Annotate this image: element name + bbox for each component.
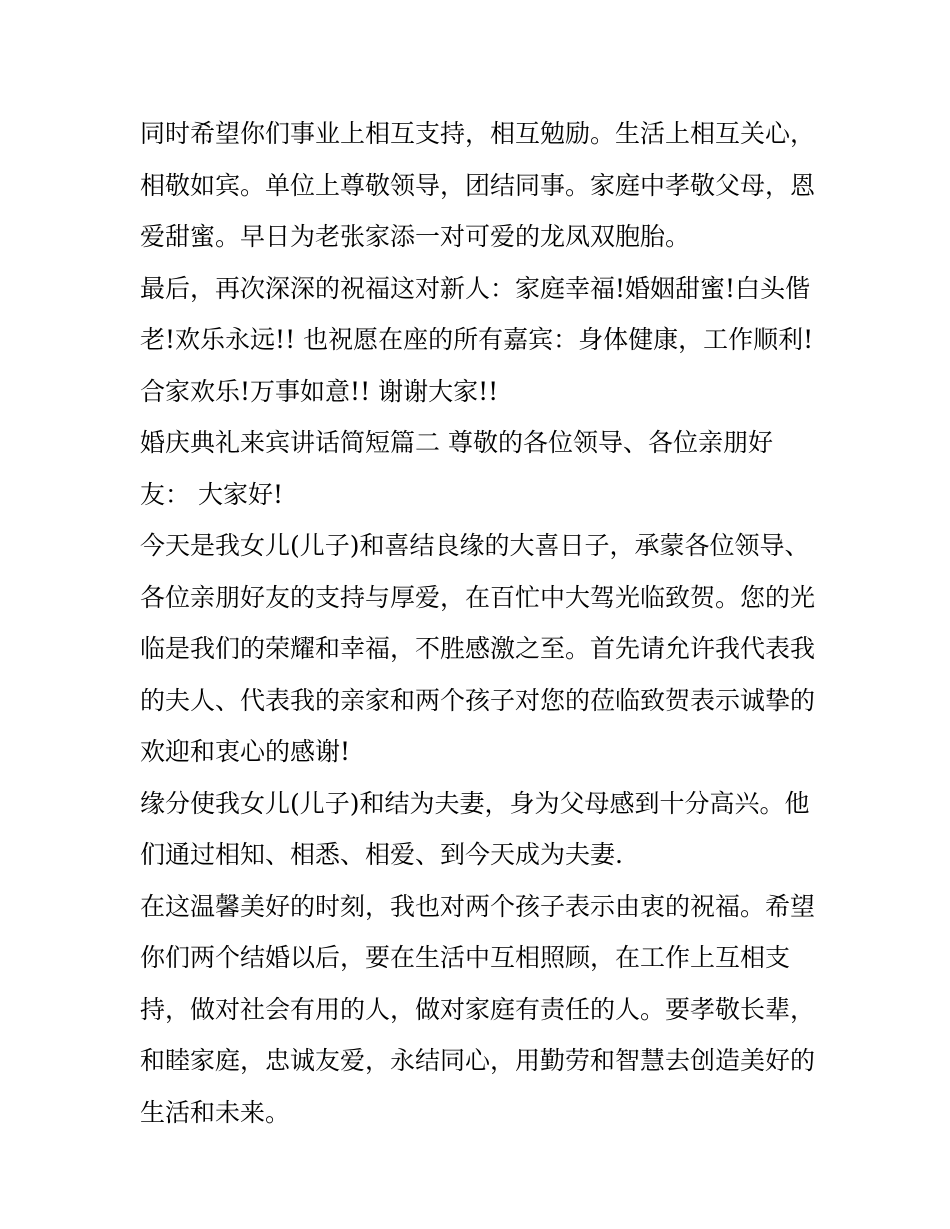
section-heading-line: 婚庆典礼来宾讲话简短篇二 尊敬的各位领导、各位亲朋好 bbox=[140, 428, 773, 457]
text-line: 生活和未来。 bbox=[140, 1097, 291, 1127]
text-line: 在这温馨美好的时刻，我也对两个孩子表示由衷的祝福。希望 bbox=[140, 891, 816, 921]
text-line: 的夫人、代表我的亲家和两个孩子对您的莅临致贺表示诚挚的 bbox=[140, 685, 816, 715]
text-line: 今天是我女儿(儿子)和喜结良缘的大喜日子，承蒙各位领导、 bbox=[140, 531, 810, 560]
greeting-line: 友： 大家好! bbox=[140, 479, 283, 509]
text-line: 欢迎和衷心的感谢! bbox=[140, 737, 351, 766]
text-line: 们通过相知、相悉、相爱、到今天成为夫妻. bbox=[140, 840, 623, 869]
text-line: 持，做对社会有用的人，做对家庭有责任的人。要孝敬长辈， bbox=[140, 994, 816, 1024]
text-line: 合家欢乐!万事如意!! 谢谢大家!! bbox=[140, 376, 499, 406]
text-line: 临是我们的荣耀和幸福，不胜感激之至。首先请允许我代表我 bbox=[140, 634, 816, 663]
text-line: 老!欢乐永远!! 也祝愿在座的所有嘉宾：身体健康，工作顺利! bbox=[140, 325, 814, 354]
text-line: 和睦家庭，忠诚友爱，永结同心，用勤劳和智慧去创造美好的 bbox=[140, 1046, 816, 1075]
text-line: 同时希望你们事业上相互支持，相互勉励。生活上相互关心， bbox=[140, 119, 816, 148]
text-line: 缘分使我女儿(儿子)和结为夫妻，身为父母感到十分高兴。他 bbox=[140, 788, 810, 818]
text-line: 最后，再次深深的祝福这对新人：家庭幸福!婚姻甜蜜!白头偕 bbox=[140, 273, 811, 303]
text-line: 你们两个结婚以后，要在生活中互相照顾，在工作上互相支 bbox=[140, 943, 791, 972]
text-line: 相敬如宾。单位上尊敬领导，团结同事。家庭中孝敬父母，恩 bbox=[140, 170, 816, 200]
text-line: 爱甜蜜。早日为老张家添一对可爱的龙凤双胞胎。 bbox=[140, 222, 691, 251]
body-text bbox=[140, 108, 830, 1138]
text-line: 各位亲朋好友的支持与厚爱，在百忙中大驾光临致贺。您的光 bbox=[140, 582, 816, 612]
